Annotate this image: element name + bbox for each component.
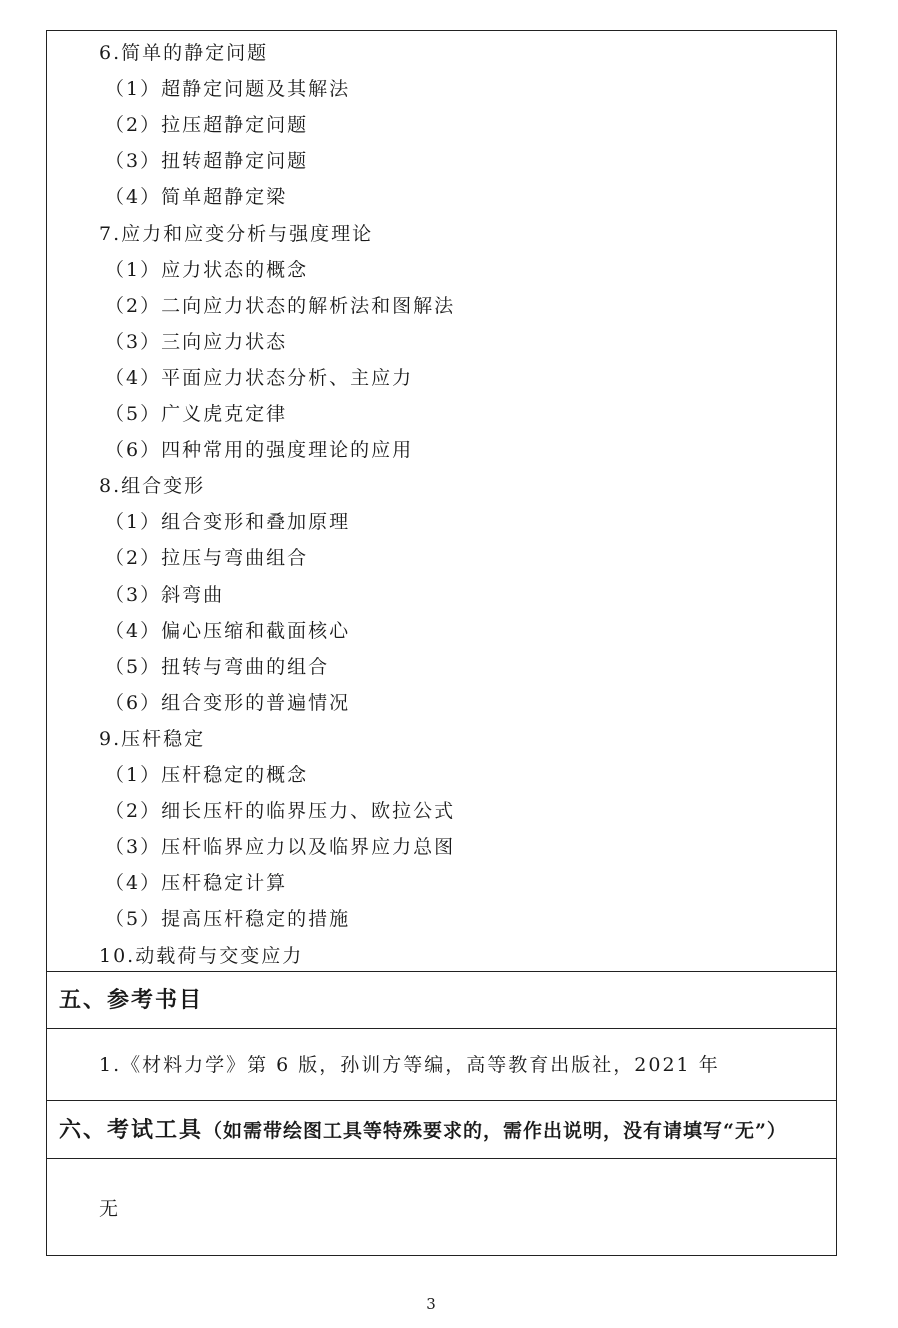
- outline-subitem: （3）压杆临界应力以及临界应力总图: [105, 836, 456, 859]
- references-title: 五、参考书目: [59, 987, 204, 1013]
- outline-subitem: （5）广义虎克定律: [105, 403, 288, 425]
- outline-subitem: （5）扭转与弯曲的组合: [105, 655, 330, 678]
- outline-heading: 10.动载荷与交变应力: [99, 944, 304, 967]
- outline-subitem: （2）细长压杆的临界压力、欧拉公式: [105, 800, 456, 823]
- outline-subitem: （3）三向应力状态: [105, 330, 288, 353]
- outline-subitem: （1）应力状态的概念: [105, 258, 309, 281]
- outline-subitem: （6）四种常用的强度理论的应用: [105, 439, 414, 462]
- exam-tools-heading: 六、考试工具: [59, 1117, 204, 1143]
- outline-subitem: （4）简单超静定梁: [105, 186, 288, 209]
- outline-subitem: （2）拉压超静定问题: [105, 114, 309, 137]
- exam-tools-title: [59, 1116, 787, 1145]
- outline-subitem: （1）压杆稳定的概念: [105, 764, 309, 786]
- outline-subitem: （1）组合变形和叠加原理: [105, 511, 351, 534]
- reference-item: 1.《材料力学》第 6 版，孙训方等编，高等教育出版社，2021 年: [99, 1054, 720, 1076]
- divider: [47, 971, 836, 972]
- outline-heading: 6.简单的静定问题: [99, 42, 269, 64]
- outline-subitem: （3）斜弯曲: [105, 583, 225, 606]
- outline-heading: 8.组合变形: [99, 475, 206, 498]
- outline-subitem: （2）二向应力状态的解析法和图解法: [105, 294, 456, 317]
- exam-tools-note: （如需带绘图工具等特殊要求的，需作出说明，没有请填写“无”）: [203, 1120, 787, 1142]
- outline-subitem: （2）拉压与弯曲组合: [105, 547, 309, 570]
- outline-subitem: （4）平面应力状态分析、主应力: [105, 366, 414, 389]
- outline-subitem: （3）扭转超静定问题: [105, 150, 309, 173]
- divider: [47, 1158, 836, 1159]
- exam-tools-value: 无: [99, 1198, 119, 1220]
- page-number: 3: [426, 1295, 436, 1313]
- outline-subitem: （1）超静定问题及其解法: [105, 78, 351, 101]
- outline-heading: 7.应力和应变分析与强度理论: [99, 222, 374, 245]
- content-table: [46, 30, 837, 1256]
- syllabus-outline: [47, 31, 836, 971]
- divider: [47, 1100, 836, 1101]
- outline-subitem: （4）偏心压缩和截面核心: [105, 619, 351, 642]
- outline-subitem: （6）组合变形的普遍情况: [105, 691, 351, 714]
- outline-subitem: （5）提高压杆稳定的措施: [105, 908, 351, 931]
- divider: [47, 1028, 836, 1029]
- outline-heading: 9.压杆稳定: [99, 727, 206, 750]
- outline-subitem: （4）压杆稳定计算: [105, 872, 288, 895]
